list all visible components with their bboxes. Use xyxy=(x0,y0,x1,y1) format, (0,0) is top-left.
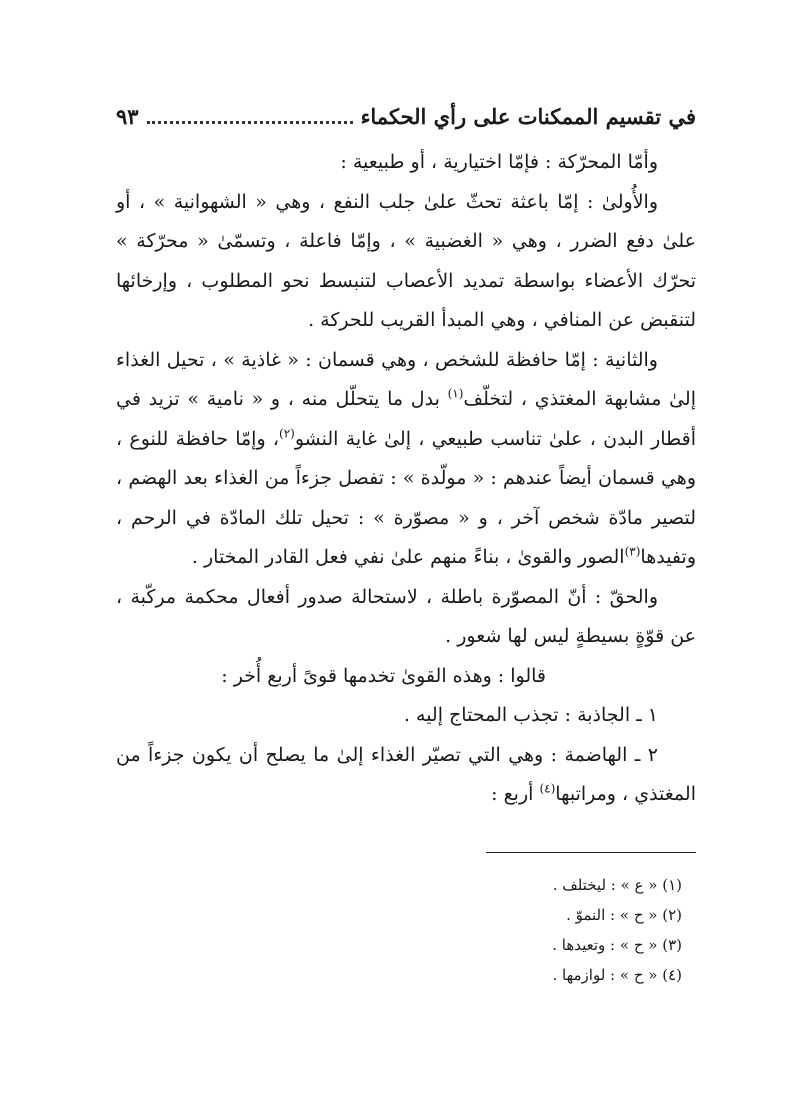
footnote-marker[interactable]: (١) xyxy=(447,386,464,401)
footnote: (٣) « ح » : وتعيدها . xyxy=(552,936,682,954)
footnote-divider xyxy=(486,852,696,853)
list-item: ٢ ـ الهاضمة : وهي التي تصيّر الغذاء إلىٰ ما يصلح أن يكون جزءاً من المغتذي ، ومراتبها$^{(٤)}$ أربع : xyxy=(116,743,696,805)
footnote-marker[interactable]: (٣) xyxy=(624,544,641,559)
footnote: (١) « ع » : ليختلف . xyxy=(552,876,682,894)
paragraph: وأمّا المحرّكة : فإمّا اختيارية ، أو طبيعية : xyxy=(340,151,658,173)
footnote-marker[interactable]: (٤) xyxy=(539,781,556,796)
page-number: ٩٣ xyxy=(116,103,139,129)
footnote: (٤) « ح » : لوازمها . xyxy=(552,966,682,984)
running-header xyxy=(116,96,696,136)
paragraph: قالوا : وهذه القوىٰ تخدمها قوىً أربع أُخر : xyxy=(221,664,546,687)
running-title: في تقسيم الممكنات على رأي الحكماء xyxy=(360,103,696,129)
paragraph: والثانية : إمّا حافظة للشخص ، وهي قسمان : « غاذية » ، تحيل الغذاء إلىٰ مشابهة المغتذي ، لتخلّف$^{(١)}$ بدل ما يتحلّل منه ، و « نامية » تزيد في أقطار البدن ، علىٰ تناسب طبيعي ، إلىٰ غاية النشو$^{(٢)}$، وإمّا حافظة للنوع ، وهي قسمان أيضاً عندهم : « مولّدة » : تفصل جزءاً من الغذاء بعد الهضم ، لتصير مادّة شخص آخر ، و « مصوّرة » : تحيل تلك المادّة في الرحم ، وتفيدها$^{(٣)}$الصور والقوىٰ ، بناءً منهم علىٰ نفي فعل القادر المختار . xyxy=(116,348,696,568)
footnotes xyxy=(116,870,696,990)
footnote-marker[interactable]: (٢) xyxy=(279,426,295,441)
paragraph: والحقّ : أنّ المصوّرة باطلة ، لاستحالة صدور أفعال محكمة مركّبة ، عن قوّةٍ بسيطةٍ ليس لها شعور . xyxy=(116,585,696,647)
dot-leader xyxy=(147,121,353,124)
list-item: ١ ـ الجاذبة : تجذب المحتاج إليه . xyxy=(403,704,658,726)
footnote: (٢) « ح » : النموّ . xyxy=(566,906,682,924)
main-text xyxy=(116,143,696,815)
paragraph: والأُولىٰ : إمّا باعثة تحثّ علىٰ جلب النفع ، وهي « الشهوانية » ، أو علىٰ دفع الضرر ، وهي « الغضبية » ، وإمّا فاعلة ، وتسمّىٰ « محرّكة » تحرّك الأعضاء بواسطة تمديد الأعصاب لتنبسط نحو المطلوب ، وإرخائها لتنقبض عن المنافي ، وهي المبدأ القريب للحركة . xyxy=(116,190,696,331)
